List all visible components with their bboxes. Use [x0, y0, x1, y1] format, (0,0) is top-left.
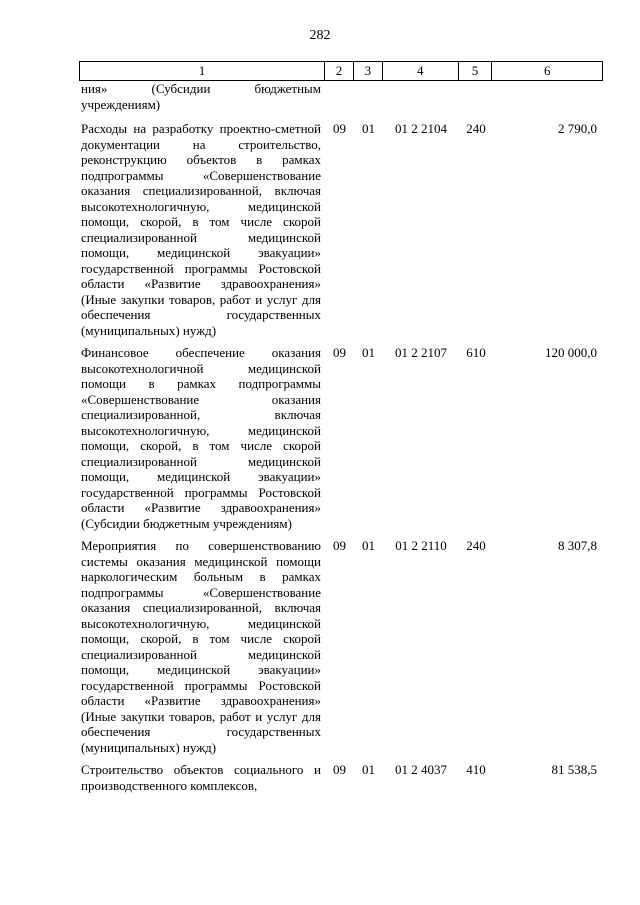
page-number: 282 — [309, 28, 331, 43]
row-description: Расходы на разработку проектно-сметной документации на строительство, реконструкцию объектов в рамках подпрограммы «Совершенствование оказания специализированной, включая высокотехнологичную, медицинской помощи, скорой, в том числе скорой специализированной медицинской помощи, медицинской эвакуации» государственной программы Ростовской области «Развитие здравоохранения» (Иные закупки товаров, работ и услуг для обеспечения государственных (муниципальных) нужд) — [81, 121, 321, 338]
table-row — [79, 121, 603, 338]
column-header-1: 1 — [80, 62, 325, 80]
table-header-row — [79, 61, 603, 81]
column-header-3: 3 — [354, 62, 383, 80]
column-header-2: 2 — [325, 62, 354, 80]
row-section: 09 — [333, 345, 346, 360]
column-header-6: 6 — [543, 63, 551, 78]
row-section: 09 — [333, 762, 346, 777]
row-amount: 81 538,5 — [551, 762, 597, 777]
row-amount: 120 000,0 — [545, 345, 597, 360]
table-body — [79, 81, 603, 793]
table-row — [79, 81, 603, 112]
row-description: Финансовое обеспечение оказания высокотехнологичной медицинской помощи в рамках подпрограммы «Совершенствование оказания специализированной, включая высокотехнологичную, медицинской помощи, скорой, в том числе скорой специализированной медицинской помощи, медицинской эвакуации» государственной программы Ростовской области «Развитие здравоохранения» (Субсидии бюджетным учреждениям) — [81, 345, 321, 531]
row-expense-type: 610 — [466, 345, 486, 360]
row-target-code — [383, 81, 459, 112]
row-target-code: 01 2 2107 — [395, 345, 447, 360]
row-description: ния» (Субсидии бюджетным учреждениям) — [81, 81, 321, 112]
table-row — [79, 345, 603, 531]
row-subsection: 01 — [362, 538, 375, 553]
row-subsection: 01 — [362, 762, 375, 777]
column-header-5: 5 — [459, 62, 493, 80]
row-subsection: 01 — [362, 121, 375, 136]
row-expense-type: 240 — [466, 121, 486, 136]
row-target-code: 01 2 4037 — [395, 762, 447, 777]
table-row — [79, 762, 603, 793]
budget-table — [79, 61, 603, 800]
row-target-code: 01 2 2110 — [395, 538, 447, 553]
row-expense-type — [459, 81, 493, 112]
table-row — [79, 538, 603, 755]
row-description: Строительство объектов социального и производственного комплексов, — [81, 762, 321, 793]
row-section — [325, 81, 354, 112]
row-section: 09 — [333, 538, 346, 553]
row-target-code: 01 2 2104 — [395, 121, 447, 136]
row-subsection — [354, 81, 383, 112]
column-header-4: 4 — [383, 62, 459, 80]
row-section: 09 — [333, 121, 346, 136]
row-amount: 2 790,0 — [558, 121, 597, 136]
row-description: Мероприятия по совершенствованию системы оказания медицинской помощи наркологическим больным в рамках подпрограммы «Совершенствование оказания специализированной, включая высокотехнологичную, медицинской помощи, скорой, в том числе скорой специализированной медицинской помощи, медицинской эвакуации» государственной программы Ростовской области «Развитие здравоохранения» (Иные закупки товаров, работ и услуг для обеспечения государственных (муниципальных) нужд) — [81, 538, 321, 755]
row-subsection: 01 — [362, 345, 375, 360]
row-amount — [493, 81, 603, 112]
row-expense-type: 410 — [466, 762, 486, 777]
row-amount: 8 307,8 — [558, 538, 597, 553]
row-expense-type: 240 — [466, 538, 486, 553]
